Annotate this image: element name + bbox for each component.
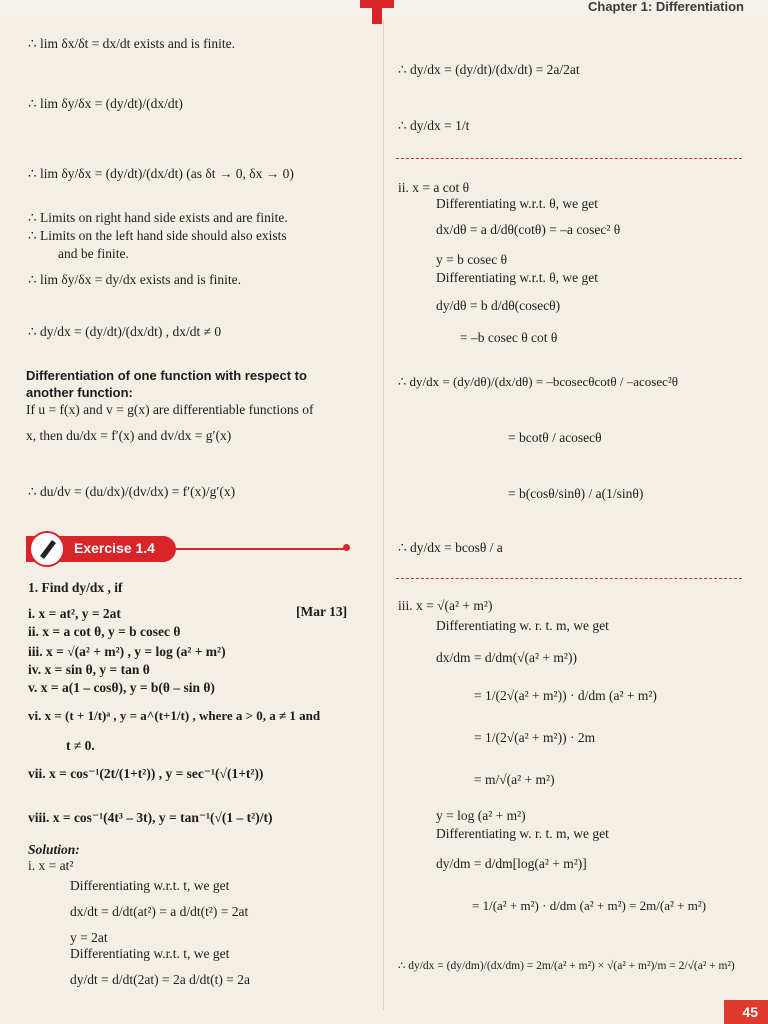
right-line-3: ii. x = a cot θ	[398, 180, 470, 195]
right-line-12: = b(cosθ/sinθ) / a(1/sinθ)	[508, 486, 644, 501]
paragraph-line-2: x, then du/dx = f′(x) and dv/dx = g′(x)	[26, 428, 232, 443]
right-line-19: = m/√(a² + m²)	[474, 772, 555, 787]
right-line-2: ∴ dy/dx = 1/t	[398, 118, 470, 133]
right-line-20: y = log (a² + m²)	[436, 808, 526, 823]
left-line-3: ∴ lim δy/δx = (dy/dt)/(dx/dt) (as δt → 0, δx → 0)	[28, 166, 294, 181]
left-line-6: and be finite.	[58, 246, 129, 261]
question-i-tag: [Mar 13]	[296, 604, 348, 619]
divider-2	[396, 578, 742, 579]
right-line-22: dy/dm = d/dm[log(a² + m²)]	[436, 856, 587, 871]
solution-line-3: dx/dt = d/dt(at²) = a d/dt(t²) = 2at	[70, 904, 249, 919]
page-number: 45	[742, 1004, 758, 1020]
right-line-13: ∴ dy/dx = bcosθ / a	[398, 540, 503, 555]
exercise-rule	[176, 548, 346, 550]
question-iv: iv. x = sin θ, y = tan θ	[28, 662, 150, 677]
question-viii: viii. x = cos⁻¹(4t³ – 3t), y = tan⁻¹(√(1 – t²)/t)	[28, 810, 273, 825]
solution-line-5: Differentiating w.r.t. t, we get	[70, 946, 230, 961]
question-ii: ii. x = a cot θ, y = b cosec θ	[28, 624, 181, 639]
solution-line-1: i. x = at²	[28, 858, 74, 873]
right-line-16: dx/dm = d/dm(√(a² + m²))	[436, 650, 577, 665]
section-heading-line-1: Differentiation of one function with respect to	[26, 368, 307, 383]
right-line-23: = 1/(a² + m²) · d/dm (a² + m²) = 2m/(a² + m²)	[472, 898, 707, 913]
right-line-10: ∴ dy/dx = (dy/dθ)/(dx/dθ) = –bcosecθcotθ / –acosec²θ	[398, 374, 678, 389]
right-line-1: ∴ dy/dx = (dy/dt)/(dx/dt) = 2a/2at	[398, 62, 580, 77]
left-line-5: ∴ Limits on the left hand side should also exists	[28, 228, 287, 243]
right-line-15: Differentiating w. r. t. m, we get	[436, 618, 609, 633]
right-line-14: iii. x = √(a² + m²)	[398, 598, 493, 613]
solution-line-2: Differentiating w.r.t. t, we get	[70, 878, 230, 893]
right-line-6: y = b cosec θ	[436, 252, 508, 267]
exercise-title: Exercise 1.4	[74, 540, 155, 556]
solution-line-6: dy/dt = d/dt(2at) = 2a d/dt(t) = 2a	[70, 972, 250, 987]
exercise-rule-dot	[343, 544, 350, 551]
question-header: 1. Find dy/dx , if	[28, 580, 123, 595]
right-line-17: = 1/(2√(a² + m²)) · d/dm (a² + m²)	[474, 688, 657, 703]
right-line-11: = bcotθ / acosecθ	[508, 430, 602, 445]
paragraph-line-3: ∴ du/dv = (du/dx)/(dv/dx) = f′(x)/g′(x)	[28, 484, 236, 499]
right-line-24: ∴ dy/dx = (dy/dm)/(dx/dm) = 2m/(a² + m²) × √(a² + m²)/m = 2/√(a² + m²)	[398, 960, 735, 972]
left-line-2: ∴ lim δy/δx = (dy/dt)/(dx/dt)	[28, 96, 183, 111]
left-line-4: ∴ Limits on right hand side exists and are finite.	[28, 210, 288, 225]
pencil-icon	[28, 530, 66, 568]
right-line-7: Differentiating w.r.t. θ, we get	[436, 270, 599, 285]
question-vi: vi. x = (t + 1/t)ᵃ , y = a^(t+1/t) , where a > 0, a ≠ 1 and	[28, 708, 321, 723]
left-line-1: ∴ lim δx/δt = dx/dt exists and is finite.	[28, 36, 236, 51]
right-line-4: Differentiating w.r.t. θ, we get	[436, 196, 599, 211]
question-iii: iii. x = √(a² + m²) , y = log (a² + m²)	[28, 644, 226, 659]
right-line-21: Differentiating w. r. t. m, we get	[436, 826, 609, 841]
section-heading-line-2: another function:	[26, 385, 133, 400]
column-divider	[383, 20, 384, 1010]
right-line-18: = 1/(2√(a² + m²)) · 2m	[474, 730, 596, 745]
solution-label: Solution:	[28, 842, 80, 857]
right-line-5: dx/dθ = a d/dθ(cotθ) = –a cosec² θ	[436, 222, 621, 237]
right-line-9: = –b cosec θ cot θ	[460, 330, 558, 345]
solution-line-4: y = 2at	[70, 930, 108, 945]
question-v: v. x = a(1 – cosθ), y = b(θ – sin θ)	[28, 680, 215, 695]
left-line-7: ∴ lim δy/δx = dy/dx exists and is finite.	[28, 272, 242, 287]
publisher-logo-icon	[360, 0, 394, 24]
left-line-8: ∴ dy/dx = (dy/dt)/(dx/dt) , dx/dt ≠ 0	[28, 324, 222, 339]
paragraph-line-1: If u = f(x) and v = g(x) are differentiable functions of	[26, 402, 314, 417]
question-i: i. x = at², y = 2at	[28, 606, 121, 621]
right-line-8: dy/dθ = b d/dθ(cosecθ)	[436, 298, 561, 313]
question-vii: vii. x = cos⁻¹(2t/(1+t²)) , y = sec⁻¹(√(1+t²))	[28, 766, 264, 781]
chapter-title: Chapter 1: Differentiation	[578, 0, 754, 15]
question-vi-continued: t ≠ 0.	[66, 738, 95, 753]
divider-1	[396, 158, 742, 159]
